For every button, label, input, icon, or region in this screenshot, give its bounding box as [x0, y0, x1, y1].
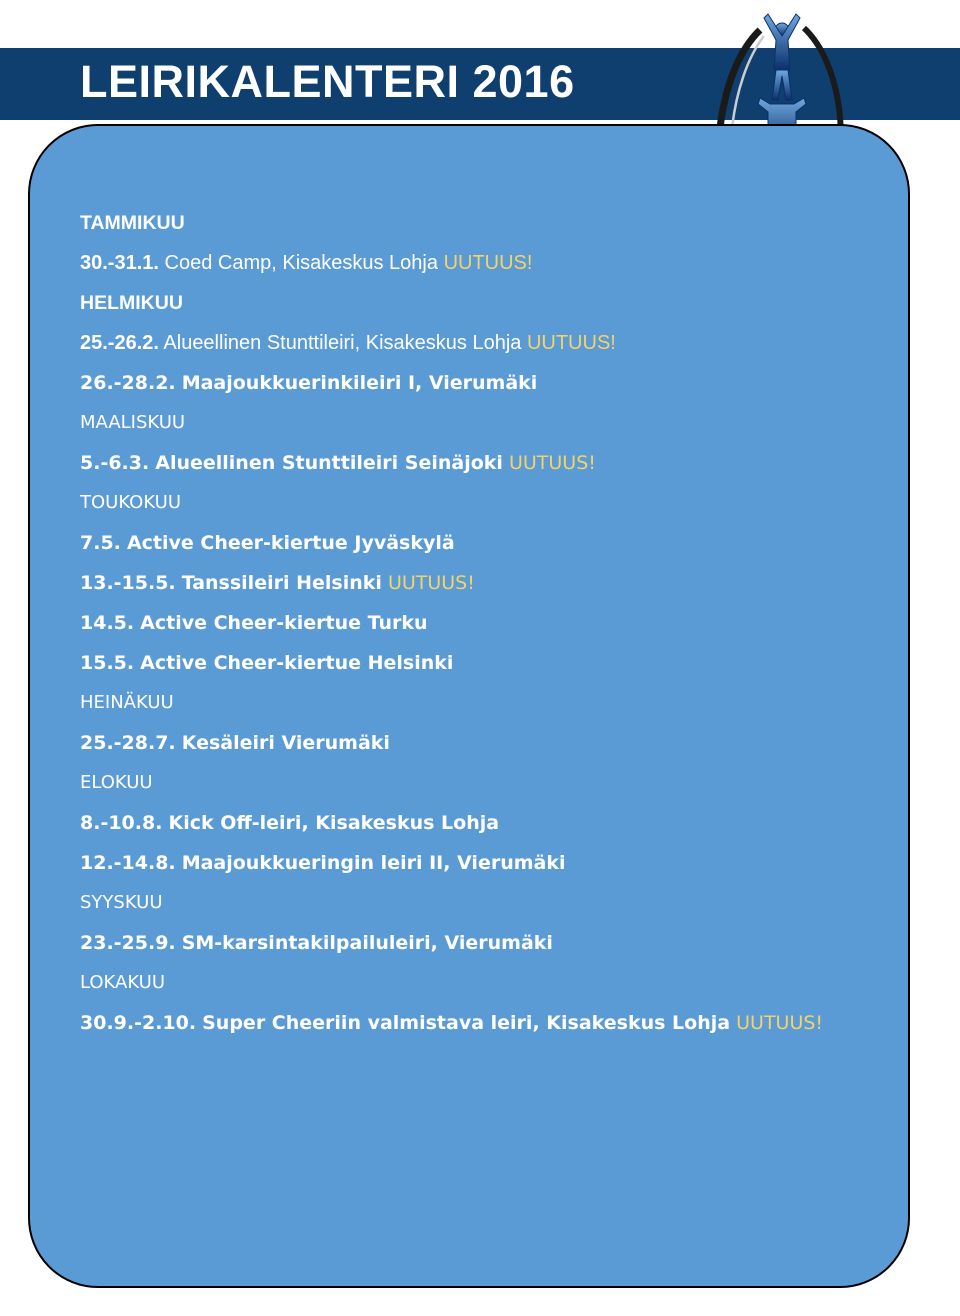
event-row [80, 844, 880, 884]
event-label: Super Cheeriin valmistava leiri, Kisakeskus Lohja [202, 1012, 731, 1034]
event-row [80, 444, 880, 484]
month-heading: ELOKUU [80, 772, 153, 793]
new-badge: UUTUUS! [443, 252, 533, 274]
event-label: Tanssileiri Helsinki [181, 572, 382, 594]
event-label: Alueellinen Stunttileiri Seinäjoki [155, 452, 503, 474]
event-row [80, 324, 880, 364]
event-label: Maajoukkueringin leiri II, Vierumäki [181, 852, 566, 874]
event-date: 25.-28.7. [80, 732, 176, 754]
event-date: 30.-31.1. [80, 252, 159, 274]
new-badge: UUTUUS! [526, 332, 616, 354]
event-row [80, 924, 880, 964]
event-row [80, 804, 880, 844]
month-heading: HEINÄKUU [80, 692, 174, 713]
event-label: Coed Camp, Kisakeskus Lohja [164, 252, 438, 274]
event-row [80, 724, 880, 764]
month-heading: HELMIKUU [80, 292, 183, 314]
event-row [80, 244, 880, 284]
page-title: LEIRIKALENTERI 2016 [80, 56, 575, 107]
new-badge: UUTUUS! [736, 1012, 824, 1034]
month-heading: TAMMIKUU [80, 212, 185, 234]
event-date: 13.-15.5. [80, 572, 176, 594]
event-row [80, 364, 880, 404]
event-date: 25.-26.2. [80, 332, 159, 354]
event-date: 8.-10.8. [80, 812, 163, 834]
event-row [80, 564, 880, 604]
new-badge: UUTUUS! [387, 572, 475, 594]
event-label: Alueellinen Stunttileiri, Kisakeskus Lohja [163, 332, 522, 354]
event-date: 12.-14.8. [80, 852, 176, 874]
event-date: 15.5. [80, 652, 135, 674]
event-date: 26.-28.2. [80, 372, 176, 394]
event-label: SM-karsintakilpailuleiri, Vierumäki [181, 932, 553, 954]
event-label: Active Cheer-kiertue Helsinki [140, 652, 454, 674]
month-heading: LOKAKUU [80, 972, 166, 993]
event-row [80, 524, 880, 564]
month-heading: SYYSKUU [80, 892, 163, 913]
event-date: 14.5. [80, 612, 135, 634]
event-label: Kesäleiri Vierumäki [181, 732, 390, 754]
event-label: Kick Off-leiri, Kisakeskus Lohja [168, 812, 500, 834]
event-label: Active Cheer-kiertue Jyväskylä [126, 532, 455, 554]
event-date: 7.5. [80, 532, 121, 554]
camp-calendar [80, 204, 880, 1044]
event-date: 30.9.-2.10. [80, 1012, 197, 1034]
event-row [80, 644, 880, 684]
new-badge: UUTUUS! [508, 452, 596, 474]
event-label: Active Cheer-kiertue Turku [140, 612, 428, 634]
month-heading: MAALISKUU [80, 412, 186, 433]
event-label: Maajoukkuerinkileiri I, Vierumäki [181, 372, 538, 394]
event-row [80, 604, 880, 644]
event-row [80, 1004, 880, 1044]
event-date: 23.-25.9. [80, 932, 176, 954]
month-heading: TOUKOKUU [80, 492, 181, 513]
event-date: 5.-6.3. [80, 452, 150, 474]
